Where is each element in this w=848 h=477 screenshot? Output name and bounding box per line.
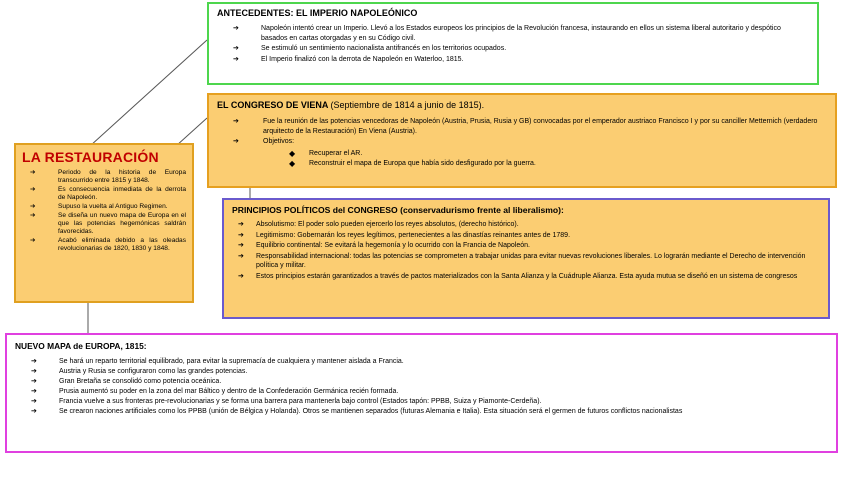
connector-restauracion-antecedentes xyxy=(90,40,207,146)
list-item: ➔ Prusia aumentó su poder en la zona del mar Báltico y dentro de la Confederación Germánica recién formada. xyxy=(31,388,399,395)
list-item: ➔ Objetivos: ◆ Recuperar el AR. ◆ Reconstruir el mapa de Europa que había sido desfigurado por la guerra. xyxy=(217,137,827,169)
list-item: ➔ Supuso la vuelta al Antiguo Regimen. xyxy=(30,203,168,210)
arrow-icon: ➔ xyxy=(233,25,239,32)
arrow-icon: ➔ xyxy=(233,45,239,52)
objetivos-list xyxy=(263,149,827,169)
nuevo-mapa-list xyxy=(15,357,828,417)
restauracion-list xyxy=(22,169,186,253)
principios-list xyxy=(232,220,820,281)
list-item: ➔ Absolutismo: El poder solo pueden ejercerlo los reyes absolutos, (derecho histórico). xyxy=(238,221,519,228)
congreso-list xyxy=(217,117,827,169)
objetivo-item: ◆ Reconstruir el mapa de Europa que había sido desfigurado por la guerra. xyxy=(289,159,536,168)
arrow-icon: ➔ xyxy=(30,186,36,193)
diamond-bullet-icon: ◆ xyxy=(289,159,296,168)
list-item: ➔ Se estimuló un sentimiento nacionalista antifrancés en los territorios ocupados. xyxy=(233,45,507,52)
arrow-icon: ➔ xyxy=(30,237,36,244)
list-item: ➔ Responsabilidad internacional: todas las potencias se comprometen a trabajar unidas para evitar nuevas revoluciones liberales. Lo lograrán mediante el Derecho de intervención política y militar. xyxy=(238,252,806,269)
list-item: ➔ Se diseña un nuevo mapa de Europa en el que las potencias hegemónicas saldrán favorecidas. xyxy=(30,212,186,235)
list-item: ➔ Legitimismo: Gobernarán los reyes legítimos, pertenecientes a las dinastías reinantes antes de 1789. xyxy=(238,231,571,239)
arrow-icon: ➔ xyxy=(233,55,239,63)
arrow-icon: ➔ xyxy=(31,378,37,385)
list-item: ➔ Fue la reunión de las potencias vencedoras de Napoleón (Austria, Prusia, Rusia y GB) convocadas por el emperador austriaco Francisco I y por su canciller Metternich (verdadero arquitecto de la Restauración) En Viena (Austria). xyxy=(233,118,818,135)
list-item: ➔ El Imperio finalizó con la derrota de Napoleón en Waterloo, 1815. xyxy=(233,55,464,63)
list-item: ➔ Periodo de la historia de Europa transcurrido entre 1815 y 1848. xyxy=(30,169,186,184)
congreso-subtitle: (Septiembre de 1814 a junio de 1815). xyxy=(330,100,485,110)
arrow-icon: ➔ xyxy=(31,368,37,375)
antecedentes-title: ANTECEDENTES: EL IMPERIO NAPOLEÓNICO xyxy=(217,8,418,18)
arrow-icon: ➔ xyxy=(238,231,244,239)
list-item: ➔ Acabó eliminada debido a las oleadas revolucionarias de 1820, 1830 y 1848. xyxy=(30,237,186,252)
nuevo-mapa-title: NUEVO MAPA de EUROPA, 1815: xyxy=(15,341,147,351)
list-item: ➔ Equilibrio continental: Se evitará la hegemonía y lo ocurrido con la Francia de Napoleón. xyxy=(238,242,530,249)
arrow-icon: ➔ xyxy=(238,242,244,249)
congreso-title: EL CONGRESO DE VIENA (Septiembre de 1814 a junio de 1815). xyxy=(217,100,485,110)
objetivo-item: ◆ Recuperar el AR. xyxy=(289,148,363,158)
arrow-icon: ➔ xyxy=(31,398,37,405)
list-item: ➔ Gran Bretaña se consolidó como potencia oceánica. xyxy=(31,378,222,385)
principios-title: PRINCIPIOS POLÍTICOS del CONGRESO (conservadurismo frente al liberalismo): xyxy=(232,205,564,215)
arrow-icon: ➔ xyxy=(238,272,244,280)
nuevo-mapa-box xyxy=(5,333,838,453)
arrow-icon: ➔ xyxy=(31,358,37,365)
arrow-icon: ➔ xyxy=(233,138,239,145)
arrow-icon: ➔ xyxy=(238,252,244,260)
restauracion-box xyxy=(14,143,194,303)
list-item: ➔ Se hará un reparto territorial equilibrado, para evitar la supremacía de cualquiera y mantener aislada a Francia. xyxy=(31,358,404,365)
principios-box xyxy=(222,198,830,319)
restauracion-title: LA RESTAURACIÓN xyxy=(22,149,159,165)
list-item: ➔ Francia vuelve a sus fronteras pre-revolucionarias y se forma una barrera para mantenerla bajo control (Estados tapón: PPBB, Suiza y Piamonte-Cerdeña). xyxy=(31,398,542,405)
list-item: ➔ Es consecuencia inmediata de la derrota de Napoleón. xyxy=(30,186,186,201)
list-item: ➔ Estos principios estarán garantizados a través de pactos materializados con la Santa Alianza y la Cuádruple Alianza. Esta ayuda mutua se diseñó en un sistema de congresos xyxy=(238,272,798,280)
congreso-box xyxy=(207,93,837,188)
diamond-bullet-icon: ◆ xyxy=(289,148,296,158)
arrow-icon: ➔ xyxy=(233,118,239,125)
antecedentes-box xyxy=(207,2,819,85)
arrow-icon: ➔ xyxy=(30,169,36,176)
arrow-icon: ➔ xyxy=(31,408,37,415)
list-item: ➔ Napoleón intentó crear un Imperio. Llevó a los Estados europeos los principios de la Revolución francesa, instaurando en ellos un sistema liberal autoritario y despótico basados en cartas otorgadas y en su Código civil. xyxy=(233,25,781,42)
arrow-icon: ➔ xyxy=(238,221,244,228)
list-item: ➔ Austria y Rusia se configuraron como las grandes potencias. xyxy=(31,368,248,375)
arrow-icon: ➔ xyxy=(31,388,37,395)
connector-restauracion-congreso xyxy=(176,118,207,146)
list-item: ➔ Se crearon naciones artificiales como los PPBB (unión de Bélgica y Holanda). Otros se mantienen separados (futuras Alemania e Italia). Esta situación será el germen de futuros conflictos nacionalistas xyxy=(31,408,683,415)
arrow-icon: ➔ xyxy=(30,212,36,219)
antecedentes-list xyxy=(217,24,809,64)
arrow-icon: ➔ xyxy=(30,203,36,210)
